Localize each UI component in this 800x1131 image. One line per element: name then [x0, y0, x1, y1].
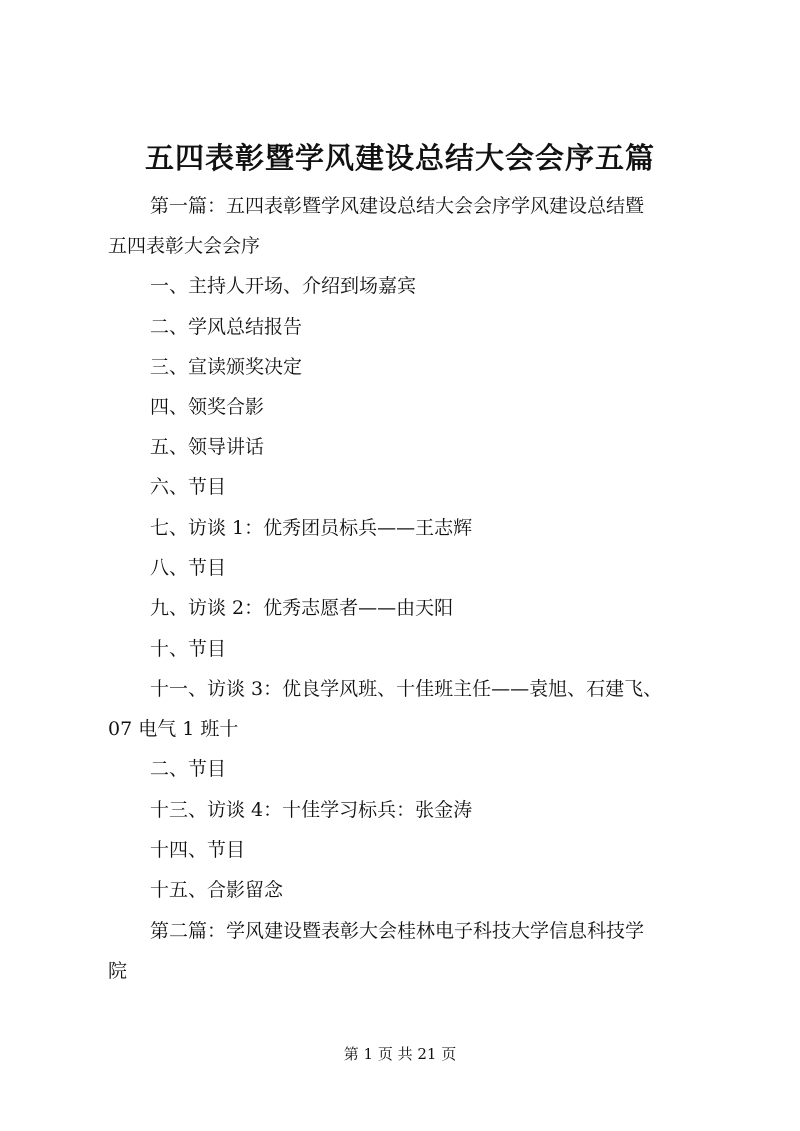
page-number-footer: 第 1 页 共 21 页 — [343, 1045, 457, 1063]
body-line: 二、学风总结报告 — [150, 316, 303, 338]
body-line: 第二篇：学风建设暨表彰大会桂林电子科技大学信息科技学 — [150, 920, 645, 942]
body-line: 十三、访谈 4：十佳学习标兵：张金涛 — [150, 799, 473, 821]
body-line: 十一、访谈 3：优良学风班、十佳班主任——袁旭、石建飞、 — [150, 678, 663, 700]
body-line: 九、访谈 2：优秀志愿者——由天阳 — [150, 597, 454, 619]
body-line: 八、节目 — [150, 557, 227, 579]
body-line: 六、节目 — [150, 476, 227, 498]
body-line: 一、主持人开场、介绍到场嘉宾 — [150, 275, 417, 297]
body-line: 十四、节目 — [150, 839, 246, 861]
body-line: 七、访谈 1：优秀团员标兵——王志辉 — [150, 517, 473, 539]
body-line: 四、领奖合影 — [150, 396, 265, 418]
body-line: 第一篇：五四表彰暨学风建设总结大会会序学风建设总结暨 — [150, 195, 645, 217]
body-line: 院 — [108, 960, 128, 982]
body-line: 十五、合影留念 — [150, 879, 284, 901]
body-line: 三、宣读颁奖决定 — [150, 356, 303, 378]
document-title: 五四表彰暨学风建设总结大会会序五篇 — [144, 141, 655, 175]
body-line: 五四表彰大会会序 — [108, 235, 261, 257]
body-line: 十、节目 — [150, 638, 227, 660]
body-line: 二、节目 — [150, 758, 227, 780]
body-line: 五、领导讲话 — [150, 436, 265, 458]
body-line: 07 电气 1 班十 — [108, 718, 239, 740]
